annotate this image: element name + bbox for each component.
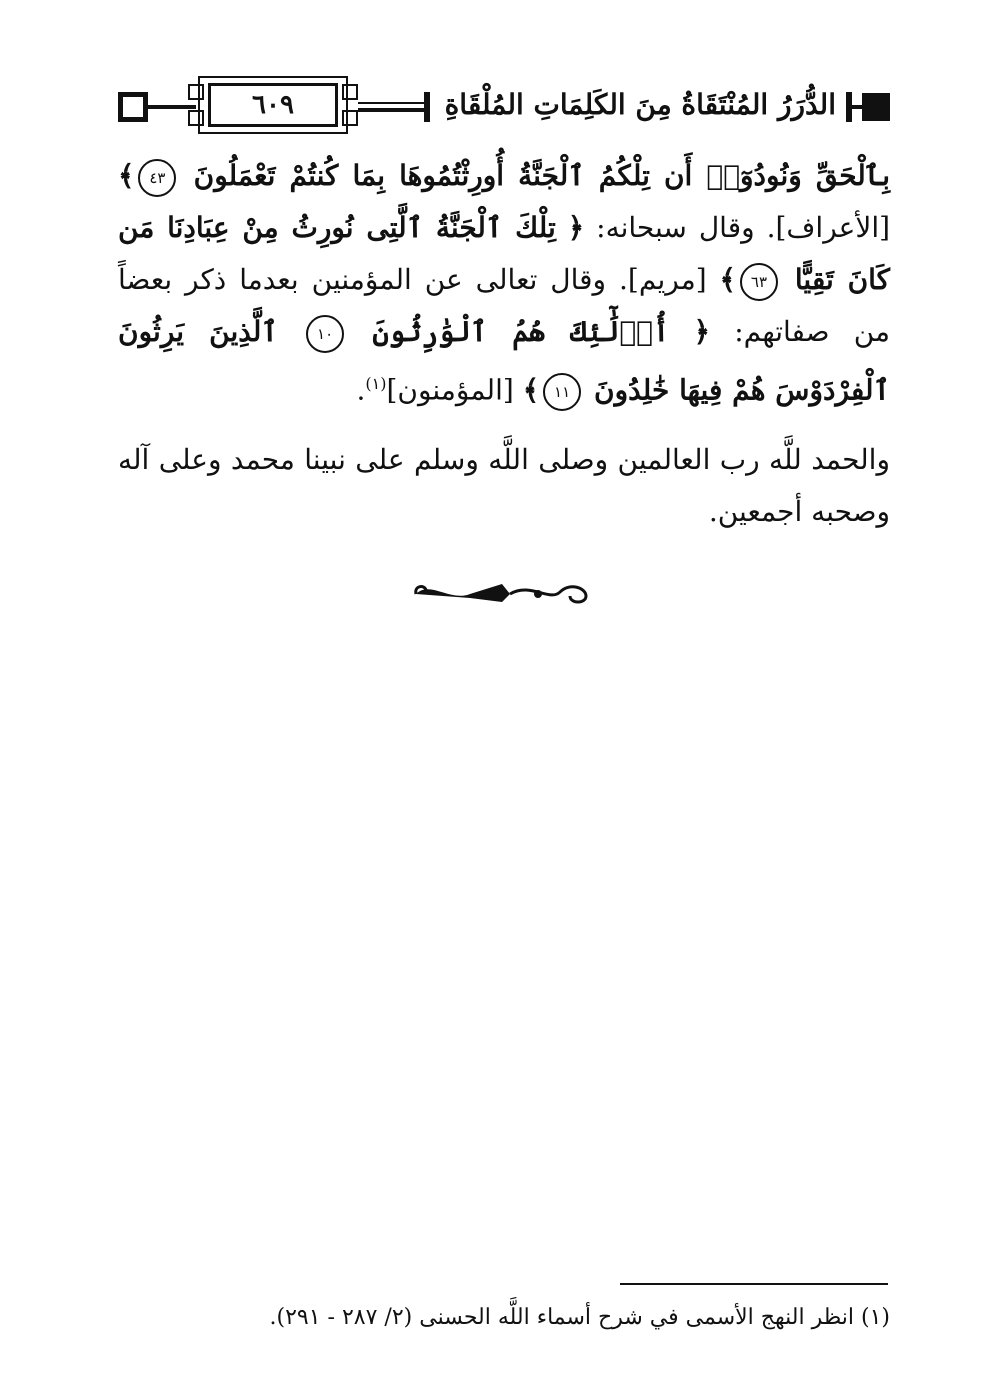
close-bracket: ﴾ [522, 373, 540, 407]
sentence-end: . [356, 373, 366, 407]
header-square-right [862, 93, 890, 121]
paragraph-verses [118, 150, 890, 416]
text-run: وقال سبحانه: [596, 211, 755, 244]
paragraph-closing: والحمد للَّه رب العالمين وصلى اللَّه وسلم على نبينا محمد وعلى آله وصحبه أجمعين. [118, 443, 890, 529]
footnote: (١) انظر النهج الأسمى في شرح أسماء اللَّه الحسنى (٢/ ٢٨٧ - ٢٩١). [269, 1305, 890, 1330]
quran-verse: ٱلَّذِينَ يَرِثُونَ ٱلْفِرْدَوْسَ هُمْ فِيهَا خَٰلِدُونَ [118, 315, 890, 407]
running-title: الدُّرَرُ المُنْتَقَاةُ مِنَ الكَلِمَاتِ المُلْقَاةِ [444, 88, 836, 121]
surah-reference: [الأعراف]. [766, 211, 891, 244]
divider-ornament-icon [410, 572, 596, 612]
page-number-frame [188, 76, 358, 134]
close-bracket: ﴾ [719, 263, 736, 296]
surah-reference: [مريم]. [619, 263, 707, 296]
footnote-marker: (١) [365, 374, 387, 393]
ayah-number: ٦٣ [740, 263, 778, 301]
text-run: وقال تعالى عن المؤمنين بعدما ذكر بعضاً من صفاتهم: [118, 263, 891, 348]
ayah-number: ١٠ [306, 315, 344, 353]
header-line-thin [358, 102, 424, 104]
quran-verse: أُو۟لَٰٓئِكَ هُمُ ٱلْوَٰرِثُونَ [372, 315, 670, 348]
footnote-rule [620, 1283, 888, 1285]
header-bar [424, 92, 430, 122]
open-bracket: ﴿ [567, 211, 585, 244]
ayah-number: ٤٣ [138, 159, 176, 197]
page-header [118, 74, 890, 138]
page-number: ٦٠٩ [208, 83, 338, 127]
quran-verse: بِٱلْحَقِّ وَنُودُوٓا۟ أَن تِلْكُمُ ٱلْجَنَّةُ أُورِثْتُمُوهَا بِمَا كُنتُمْ تَعْمَلُونَ [193, 159, 891, 192]
quran-verse: تِلْكَ ٱلْجَنَّةُ ٱلَّتِى نُورِثُ مِنْ عِبَادِنَا مَن كَانَ تَقِيًّا [118, 211, 891, 296]
ayah-number: ١١ [543, 373, 581, 411]
header-square-left [118, 92, 148, 122]
header-line-thick [358, 108, 424, 112]
open-bracket: ﴿ [693, 315, 711, 348]
main-text [118, 150, 890, 538]
close-bracket: ﴾ [118, 159, 135, 192]
surah-reference: [المؤمنون] [386, 373, 514, 407]
